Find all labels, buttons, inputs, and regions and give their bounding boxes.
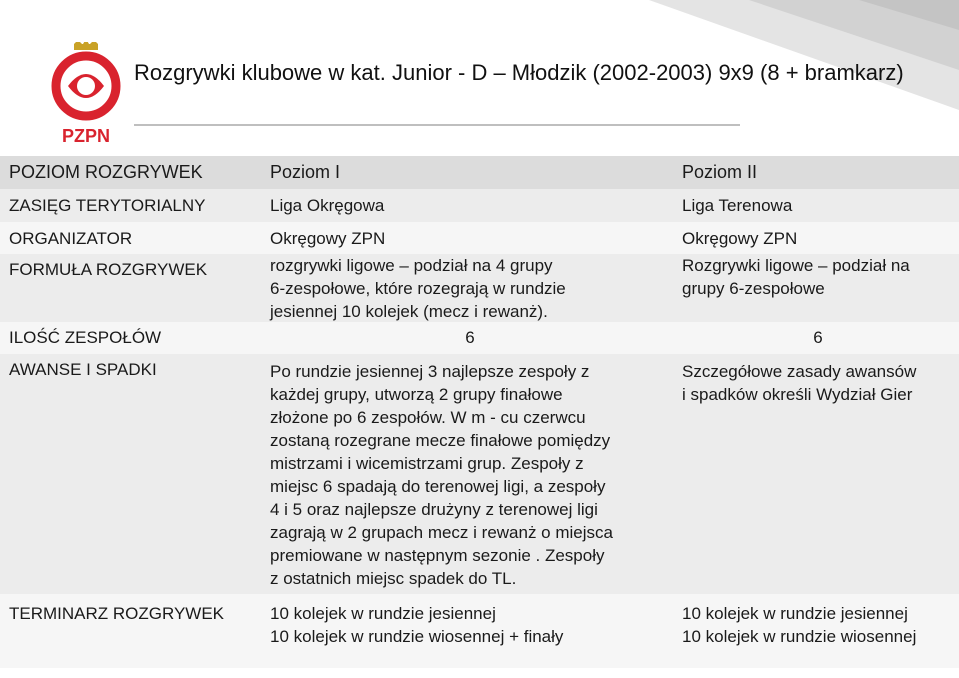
cell-line: miejsc 6 spadają do terenowej ligi, a zespoły	[270, 477, 606, 496]
cell-line: Szczegółowe zasady awansów	[682, 362, 917, 381]
crown-icon	[74, 42, 98, 50]
row-label: AWANSE I SPADKI	[9, 360, 157, 379]
slide-title: Rozgrywki klubowe w kat. Junior - D – Młodzik (2002-2003) 9x9 (8 + bramkarz)	[134, 60, 904, 85]
cell-level-2: 6	[813, 328, 823, 347]
cell-level-1	[270, 254, 670, 323]
row-label: FORMUŁA ROZGRYWEK	[9, 260, 208, 279]
cell-level-2	[682, 254, 954, 300]
table-row	[0, 322, 959, 354]
corner-decoration	[629, 0, 959, 110]
cell-line: 4 i 5 oraz najlepsze drużyny z terenowej ligi	[270, 500, 598, 519]
header-label: POZIOM ROZGRYWEK	[9, 162, 203, 182]
cell-line: i spadków określi Wydział Gier	[682, 385, 913, 404]
logo-text: PZPN	[61, 126, 111, 146]
row-label: ILOŚĆ ZESPOŁÓW	[9, 328, 162, 347]
table-row	[0, 354, 959, 594]
cell-line: mistrzami i wicemistrzami grup. Zespoły z	[270, 454, 584, 473]
cell-line: złożone po 6 zespołów. W m - cu czerwcu	[270, 408, 586, 427]
cell-level-2	[682, 602, 954, 648]
cell-line: każdej grupy, utworzą 2 grupy finałowe	[270, 385, 563, 404]
cell-line: 10 kolejek w rundzie wiosennej + finały	[270, 627, 564, 646]
cell-line: grupy 6-zespołowe	[682, 279, 825, 298]
cell-level-1: Okręgowy ZPN	[270, 229, 386, 248]
cell-line: zostaną rozegrane mecze finałowe pomiędzy	[270, 431, 611, 450]
title-divider	[134, 124, 740, 126]
row-label: ZASIĘG TERYTORIALNY	[9, 196, 206, 215]
cell-line: jesiennej 10 kolejek (mecz i rewanż).	[270, 302, 548, 321]
row-label: ORGANIZATOR	[9, 229, 133, 248]
cell-line: 10 kolejek w rundzie wiosennej	[682, 627, 917, 646]
cell-line: Rozgrywki ligowe – podział na	[682, 256, 910, 275]
cell-line: zagrają w 2 grupach mecz i rewanż o miejsca	[270, 523, 613, 542]
table-row	[0, 222, 959, 254]
cell-line: rozgrywki ligowe – podział na 4 grupy	[270, 256, 553, 275]
cell-level-1: Liga Okręgowa	[270, 196, 385, 215]
cell-line: Po rundzie jesiennej 3 najlepsze zespoły z	[270, 362, 590, 381]
cell-level-1	[270, 602, 670, 648]
competition-table	[0, 156, 959, 668]
header-level-2: Poziom II	[682, 162, 758, 182]
cell-line: 6-zespołowe, które rozegrają w rundzie	[270, 279, 566, 298]
cell-level-2: Okręgowy ZPN	[682, 229, 798, 248]
pzpn-logo	[50, 42, 122, 146]
table-header-row	[0, 156, 959, 189]
table-row	[0, 254, 959, 322]
cell-line: premiowane w następnym sezonie . Zespoły	[270, 546, 605, 565]
cell-level-1: 6	[465, 328, 475, 347]
cell-level-2	[682, 360, 954, 406]
cell-line: 10 kolejek w rundzie jesiennej	[682, 604, 908, 623]
cell-line: 10 kolejek w rundzie jesiennej	[270, 604, 496, 623]
header-level-1: Poziom I	[270, 162, 341, 182]
cell-level-1	[270, 360, 670, 590]
row-label: TERMINARZ ROZGRYWEK	[9, 604, 225, 623]
cell-line: z ostatnich miejsc spadek do TL.	[270, 569, 517, 588]
table-row	[0, 594, 959, 668]
table-row	[0, 189, 959, 222]
cell-level-2: Liga Terenowa	[682, 196, 793, 215]
